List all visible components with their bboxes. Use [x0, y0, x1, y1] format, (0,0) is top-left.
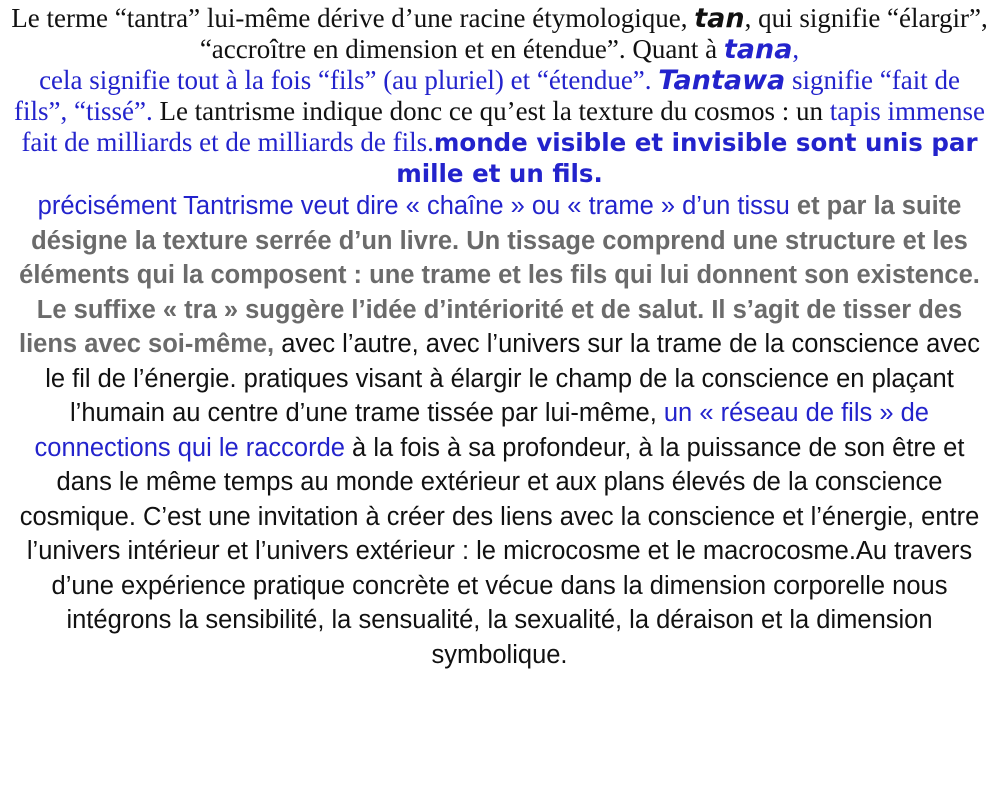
paragraph-etymology: [10, 0, 989, 189]
text-monde-visible: monde visible et invisible sont unis par mille et un fils.: [396, 128, 978, 188]
text-tapis-immense: tapis immense fait de milliards et de milliards de fils.: [21, 96, 986, 157]
term-tan: tan: [694, 3, 745, 34]
text-fils-etendue: cela signifie tout à la fois “fils” (au pluriel) et “étendue”.: [39, 65, 659, 95]
paragraph-definition: [10, 189, 989, 672]
text-conclusion: à la fois à sa profondeur, à la puissance de son être et dans le même temps au monde extérieur et aux plans élevés de la conscience cosmique. C’est une invitation à créer des liens avec la conscience et l’énergie, entre l’univers intérieur et l’univers extérieur : le microcosme et le macrocosme.Au travers d’une expérience pratique concrète et vécue dans la dimension corporelle nous intégrons la sensibilité, la sensualité, la sexualité, la déraison et la dimension symbolique.: [19, 433, 980, 669]
text-tantrisme-texture: Le tantrisme indique donc ce qu’est la texture du cosmos : un: [152, 96, 830, 126]
text-univers-energie: avec l’autre, avec l’univers sur la trame de la conscience avec le fil de l’énergie. pratiques visant à élargir le champ de la conscience en plaçant l’humain au centre d’une trame tissée par lui-même,: [45, 330, 980, 427]
text-elargir: , qui signifie “élargir”, “accroître en dimension et en étendue”. Quant à: [199, 3, 988, 64]
term-tantawa: Tantawa: [658, 65, 786, 96]
text-comma: ,: [792, 34, 800, 64]
term-tana: tana: [723, 34, 793, 65]
text-fait-de-fils: signifie “fait de fils”, “tissé”.: [13, 65, 960, 126]
text-intro: Le terme “tantra” lui-même dérive d’une racine étymologique,: [11, 3, 695, 33]
text-chaine-trame: précisément Tantrisme veut dire « chaîne » ou « trame » d’un tissu: [37, 192, 790, 220]
text-tissage: et par la suite désigne la texture serrée d’un livre. Un tissage comprend une structure et les éléments qui la composent : une trame et les fils qui lui donnent son existence. Le suffixe « tra » suggère l’idée d’intériorité et de salut. Il s’agit de tisser des liens avec soi-même,: [19, 192, 980, 358]
text-reseau-de-fils: un « réseau de fils » de connections qui le raccorde: [34, 399, 929, 462]
